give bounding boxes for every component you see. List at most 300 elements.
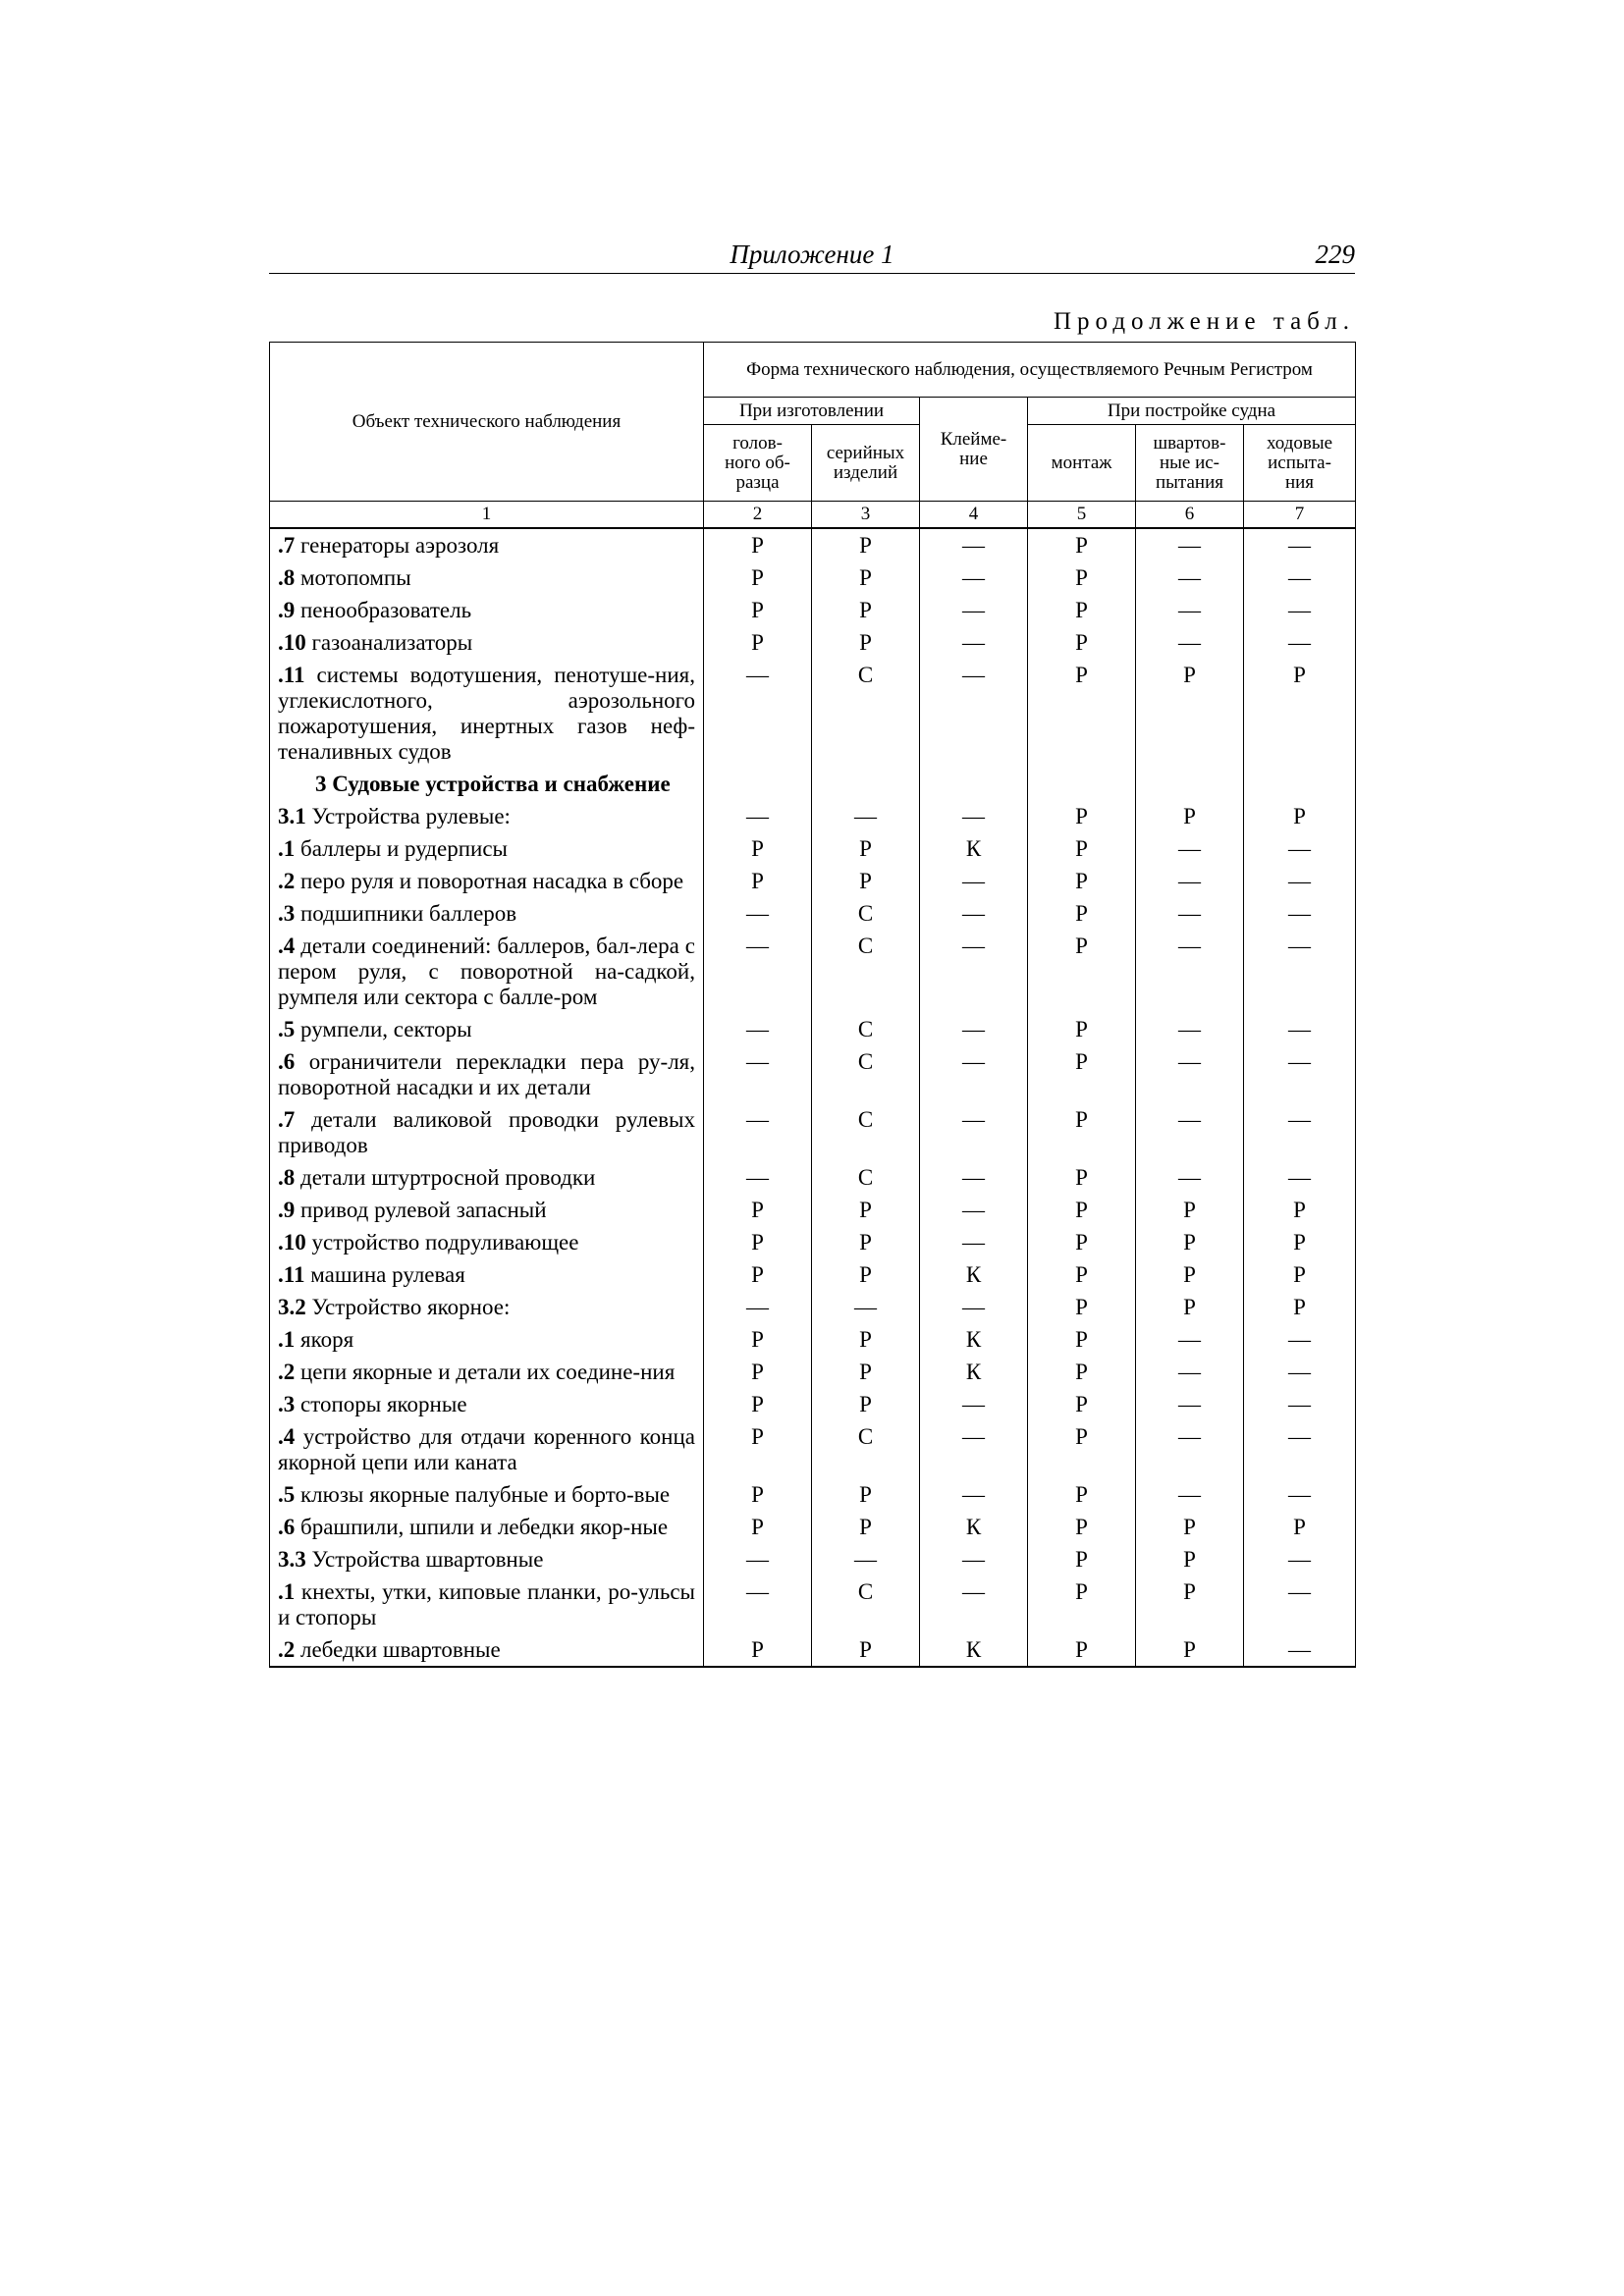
table-row [270,1511,1356,1543]
form-value-cell: Р [704,1633,812,1667]
table-row [270,897,1356,930]
form-value-cell: — [1244,865,1356,897]
form-value-cell: — [920,1478,1028,1511]
form-group-header: Форма технического наблюдения, осуществляемого Речным Регистром [704,343,1356,398]
form-value-cell: Р [1136,1226,1244,1258]
form-value-cell: — [920,1103,1028,1161]
form-value-cell: Р [1136,659,1244,768]
column-number: 4 [920,502,1028,529]
item-text: ограничители перекладки пера ру-ля, поворотной насадки и их детали [278,1049,695,1099]
item-text: лебедки швартовные [295,1637,501,1662]
running-header [269,236,1355,274]
item-text: мотопомпы [295,565,411,590]
table-row [270,1103,1356,1161]
object-cell [270,1478,704,1511]
form-value-cell: — [1244,1045,1356,1103]
form-value-cell: Р [1028,1633,1136,1667]
section-cell [270,768,704,800]
table-row [270,865,1356,897]
form-value-cell: — [1136,832,1244,865]
form-value-cell: С [812,930,920,1013]
object-cell [270,561,704,594]
form-value-cell: Р [812,1633,920,1667]
table-row [270,1388,1356,1420]
table-row [270,1161,1356,1194]
form-value-cell: — [1244,1388,1356,1420]
form-value-cell: Р [1028,1161,1136,1194]
table-row [270,1633,1356,1667]
form-value-cell: Р [812,594,920,626]
page-number: 229 [1315,240,1355,269]
form-value-cell: — [1136,1323,1244,1356]
form-value-cell: Р [1028,1478,1136,1511]
form-value-cell: Р [1244,659,1356,768]
form-value-cell: — [1244,1543,1356,1575]
item-number: .4 [278,934,296,958]
form-value-cell: — [920,897,1028,930]
column-number-row [270,502,1356,529]
section-row [270,768,1356,800]
form-value-cell: Р [1028,1258,1136,1291]
form-value-cell: С [812,1420,920,1478]
form-value-cell: Р [1136,1633,1244,1667]
form-value-cell: — [920,800,1028,832]
item-number: .7 [278,1107,296,1132]
table-row [270,1575,1356,1633]
form-value-cell: — [920,865,1028,897]
form-value-cell: — [1244,832,1356,865]
table-row [270,1194,1356,1226]
object-cell [270,1013,704,1045]
object-cell [270,594,704,626]
form-value-cell: — [812,1543,920,1575]
form-value-cell: — [704,1291,812,1323]
object-cell [270,1103,704,1161]
form-value-cell: С [812,659,920,768]
object-cell [270,1291,704,1323]
form-value-cell: — [1244,1103,1356,1161]
form-value-cell: — [704,1161,812,1194]
form-value-cell: Р [1136,1543,1244,1575]
form-value-cell: Р [812,561,920,594]
form-value-cell: Р [704,626,812,659]
form-value-cell: Р [1028,1323,1136,1356]
item-text: устройство подруливающее [305,1230,579,1255]
object-cell [270,1388,704,1420]
item-text: газоанализаторы [305,630,473,655]
form-value-cell: Р [1028,1194,1136,1226]
item-number: .1 [278,836,296,861]
form-value-cell: — [1136,897,1244,930]
empty-cell [704,768,812,800]
form-value-cell: К [920,1323,1028,1356]
form-value-cell: — [1136,626,1244,659]
item-number: 3.2 [278,1295,306,1319]
form-value-cell: Р [1028,1226,1136,1258]
object-cell [270,897,704,930]
form-value-cell: Р [812,1194,920,1226]
form-value-cell: Р [1028,930,1136,1013]
table-row [270,659,1356,768]
table-row [270,561,1356,594]
table-head [270,343,1356,529]
item-number: .2 [278,1637,296,1662]
form-value-cell: — [1136,1356,1244,1388]
item-text: кнехты, утки, киповые планки, ро-ульсы и стопоры [278,1579,695,1629]
form-value-cell: Р [1028,1543,1136,1575]
form-value-cell: С [812,897,920,930]
table-row [270,1478,1356,1511]
table-body [270,528,1356,1667]
form-value-cell: — [1244,1161,1356,1194]
item-number: .6 [278,1515,296,1539]
form-value-cell: — [1244,1013,1356,1045]
object-column-header: Объект технического наблюдения [270,343,704,502]
object-cell [270,1356,704,1388]
item-text: детали соединений: баллеров, бал-лера с пером руля, с поворотной на-садкой, румпеля или сектора с балле-ром [278,934,695,1009]
form-value-cell: — [1136,1388,1244,1420]
item-text: Устройства швартовные [305,1547,544,1572]
form-value-cell: Р [1028,1103,1136,1161]
item-number: .4 [278,1424,296,1449]
form-value-cell: Р [1136,800,1244,832]
form-value-cell: Р [704,1511,812,1543]
form-value-cell: Р [704,1478,812,1511]
item-text: Устройство якорное: [305,1295,511,1319]
form-value-cell: Р [1028,626,1136,659]
form-value-cell: К [920,832,1028,865]
form-value-cell: — [920,1291,1028,1323]
item-text: баллеры и рудерписы [295,836,508,861]
item-number: .3 [278,1392,296,1416]
form-value-cell: Р [1028,1013,1136,1045]
form-value-cell: Р [812,1478,920,1511]
form-value-cell: — [920,1013,1028,1045]
table-row [270,1291,1356,1323]
form-value-cell: Р [704,1388,812,1420]
item-text: детали валиковой проводки рулевых приводов [278,1107,695,1157]
form-value-cell: — [1244,930,1356,1013]
item-text: детали штуртросной проводки [295,1165,596,1190]
form-value-cell: Р [1028,800,1136,832]
observation-table [269,342,1356,1668]
form-value-cell: — [920,1194,1028,1226]
form-value-cell: — [1136,594,1244,626]
form-value-cell: — [704,1103,812,1161]
form-value-cell: Р [704,1258,812,1291]
form-value-cell: — [920,1420,1028,1478]
object-cell [270,1575,704,1633]
form-value-cell: — [1136,1013,1244,1045]
object-cell [270,865,704,897]
construction-group-header: При постройке судна [1028,398,1356,425]
form-value-cell: — [704,1045,812,1103]
item-number: .11 [278,663,305,687]
item-number: .5 [278,1482,296,1507]
object-cell [270,1633,704,1667]
object-cell [270,1420,704,1478]
form-value-cell: Р [1028,1388,1136,1420]
form-value-cell: — [1244,594,1356,626]
form-value-cell: Р [812,1258,920,1291]
form-value-cell: — [920,1543,1028,1575]
item-number: .10 [278,1230,306,1255]
form-value-cell: — [1244,1356,1356,1388]
item-text: брашпили, шпили и лебедки якор-ные [295,1515,669,1539]
form-value-cell: Р [1136,1194,1244,1226]
object-cell [270,800,704,832]
form-value-cell: Р [1028,1511,1136,1543]
item-number: .11 [278,1262,305,1287]
table-row [270,1543,1356,1575]
item-text: пенообразователь [295,598,472,622]
form-value-cell: — [1244,897,1356,930]
form-value-cell: — [920,930,1028,1013]
object-cell [270,1258,704,1291]
column-number: 2 [704,502,812,529]
form-value-cell: Р [812,626,920,659]
form-value-cell: К [920,1511,1028,1543]
item-number: 3.3 [278,1547,306,1572]
table-row [270,1226,1356,1258]
item-number: .2 [278,1360,296,1384]
item-text: якоря [295,1327,354,1352]
header-title: Приложение 1 [730,240,894,269]
item-number: .7 [278,533,296,558]
item-number: 3.1 [278,804,306,828]
form-value-cell: — [704,659,812,768]
form-value-cell: Р [1244,1226,1356,1258]
table-row [270,1045,1356,1103]
item-number: .1 [278,1579,296,1604]
marking-column-header: Клейме- ние [920,398,1028,502]
form-value-cell: — [1136,865,1244,897]
item-number: .10 [278,630,306,655]
form-value-cell: — [1244,1478,1356,1511]
item-text: перо руля и поворотная насадка в сборе [295,869,684,893]
form-value-cell: Р [812,1323,920,1356]
object-cell [270,832,704,865]
item-text: привод рулевой запасный [295,1198,547,1222]
empty-cell [920,768,1028,800]
form-value-cell: Р [1244,1291,1356,1323]
form-value-cell: Р [704,528,812,561]
item-text: румпели, секторы [295,1017,472,1041]
form-value-cell: — [704,930,812,1013]
form-value-cell: Р [704,1323,812,1356]
form-value-cell: Р [812,1226,920,1258]
item-number: .2 [278,869,296,893]
object-cell [270,1226,704,1258]
item-number: .8 [278,1165,296,1190]
object-cell [270,1511,704,1543]
form-value-cell: Р [1028,1420,1136,1478]
continuation-label: Продолжение табл. [1054,308,1355,335]
item-number: .9 [278,1198,296,1222]
form-value-cell: Р [1136,1511,1244,1543]
form-value-cell: — [920,561,1028,594]
form-value-cell: Р [1028,897,1136,930]
object-cell [270,626,704,659]
table-row [270,832,1356,865]
form-value-cell: Р [1028,659,1136,768]
form-value-cell: — [1136,930,1244,1013]
form-value-cell: Р [1244,1194,1356,1226]
object-cell [270,1323,704,1356]
form-value-cell: Р [1028,1356,1136,1388]
form-value-cell: Р [1244,1511,1356,1543]
form-value-cell: — [920,594,1028,626]
object-cell [270,1194,704,1226]
item-text: генераторы аэрозоля [295,533,500,558]
prototype-column-header: голов- ного об- разца [704,425,812,502]
form-value-cell: Р [704,832,812,865]
table-row [270,1258,1356,1291]
item-text: Устройства рулевые: [305,804,511,828]
item-number: .5 [278,1017,296,1041]
form-value-cell: Р [1136,1258,1244,1291]
form-value-cell: С [812,1161,920,1194]
form-value-cell: Р [1244,1258,1356,1291]
form-value-cell: — [812,1291,920,1323]
form-value-cell: Р [1028,561,1136,594]
manufacture-group-header: При изготовлении [704,398,920,425]
form-value-cell: — [920,1575,1028,1633]
section-heading: 3 Судовые устройства и снабжение [315,772,671,796]
form-value-cell: — [704,1575,812,1633]
form-value-cell: Р [1136,1291,1244,1323]
form-value-cell: Р [704,561,812,594]
form-value-cell: Р [1028,832,1136,865]
item-text: клюзы якорные палубные и борто-вые [295,1482,671,1507]
form-value-cell: — [1136,1103,1244,1161]
mooring-tests-column-header: швартов- ные ис- пытания [1136,425,1244,502]
item-text: подшипники баллеров [295,901,517,926]
item-number: .3 [278,901,296,926]
empty-cell [1028,768,1136,800]
form-value-cell: — [920,659,1028,768]
table-row [270,1356,1356,1388]
form-value-cell: — [920,1161,1028,1194]
table-row [270,1013,1356,1045]
form-value-cell: — [1136,561,1244,594]
item-text: цепи якорные и детали их соедине-ния [295,1360,676,1384]
form-value-cell: — [1244,626,1356,659]
form-value-cell: — [920,1388,1028,1420]
item-number: .6 [278,1049,296,1074]
form-value-cell: С [812,1013,920,1045]
form-value-cell: Р [1028,1045,1136,1103]
object-cell [270,1543,704,1575]
mounting-column-header: монтаж [1028,425,1136,502]
object-cell [270,1161,704,1194]
form-value-cell: — [704,1013,812,1045]
form-value-cell: — [704,800,812,832]
column-number: 7 [1244,502,1356,529]
form-value-cell: — [1136,528,1244,561]
item-text: системы водотушения, пенотуше-ния, углекислотного, аэрозольного пожаротушения, инертных газов неф-теналивных судов [278,663,695,764]
serial-column-header: серийных изделий [812,425,920,502]
form-value-cell: К [920,1356,1028,1388]
form-value-cell: Р [704,865,812,897]
form-value-cell: Р [812,865,920,897]
form-value-cell: К [920,1258,1028,1291]
form-value-cell: Р [1028,1291,1136,1323]
empty-cell [812,768,920,800]
table-row [270,528,1356,561]
form-value-cell: — [1136,1045,1244,1103]
form-value-cell: Р [1136,1575,1244,1633]
table-row [270,930,1356,1013]
item-text: машина рулевая [304,1262,465,1287]
form-value-cell: Р [812,1388,920,1420]
form-value-cell: — [1244,1575,1356,1633]
item-number: .8 [278,565,296,590]
form-value-cell: Р [1028,594,1136,626]
form-value-cell: Р [812,1356,920,1388]
form-value-cell: Р [1244,800,1356,832]
form-value-cell: — [1136,1161,1244,1194]
form-value-cell: — [1244,1633,1356,1667]
form-value-cell: — [920,1045,1028,1103]
table-row [270,626,1356,659]
form-value-cell: — [1136,1478,1244,1511]
object-cell [270,930,704,1013]
form-value-cell: Р [704,594,812,626]
table-row [270,594,1356,626]
form-value-cell: С [812,1575,920,1633]
item-text: стопоры якорные [295,1392,467,1416]
form-value-cell: — [1244,1323,1356,1356]
form-value-cell: К [920,1633,1028,1667]
form-value-cell: — [812,800,920,832]
form-value-cell: С [812,1045,920,1103]
column-number: 6 [1136,502,1244,529]
form-value-cell: Р [812,832,920,865]
form-value-cell: Р [812,528,920,561]
form-value-cell: — [1244,528,1356,561]
form-value-cell: Р [1028,528,1136,561]
form-value-cell: — [1244,561,1356,594]
object-cell [270,528,704,561]
form-value-cell: Р [704,1420,812,1478]
object-cell [270,659,704,768]
table-row [270,1323,1356,1356]
table-row [270,800,1356,832]
item-number: .1 [278,1327,296,1352]
form-value-cell: — [920,626,1028,659]
form-value-cell: — [704,1543,812,1575]
form-value-cell: Р [812,1511,920,1543]
form-value-cell: — [704,897,812,930]
form-value-cell: С [812,1103,920,1161]
table-row [270,1420,1356,1478]
form-value-cell: Р [1028,865,1136,897]
item-text: устройство для отдачи коренного конца якорной цепи или каната [278,1424,695,1474]
sea-trials-column-header: ходовые испыта- ния [1244,425,1356,502]
form-value-cell: Р [704,1194,812,1226]
empty-cell [1136,768,1244,800]
form-value-cell: Р [704,1226,812,1258]
column-number: 1 [270,502,704,529]
form-value-cell: Р [1028,1575,1136,1633]
form-value-cell: — [1244,1420,1356,1478]
object-cell [270,1045,704,1103]
form-value-cell: — [1136,1420,1244,1478]
empty-cell [1244,768,1356,800]
form-value-cell: Р [704,1356,812,1388]
item-number: .9 [278,598,296,622]
